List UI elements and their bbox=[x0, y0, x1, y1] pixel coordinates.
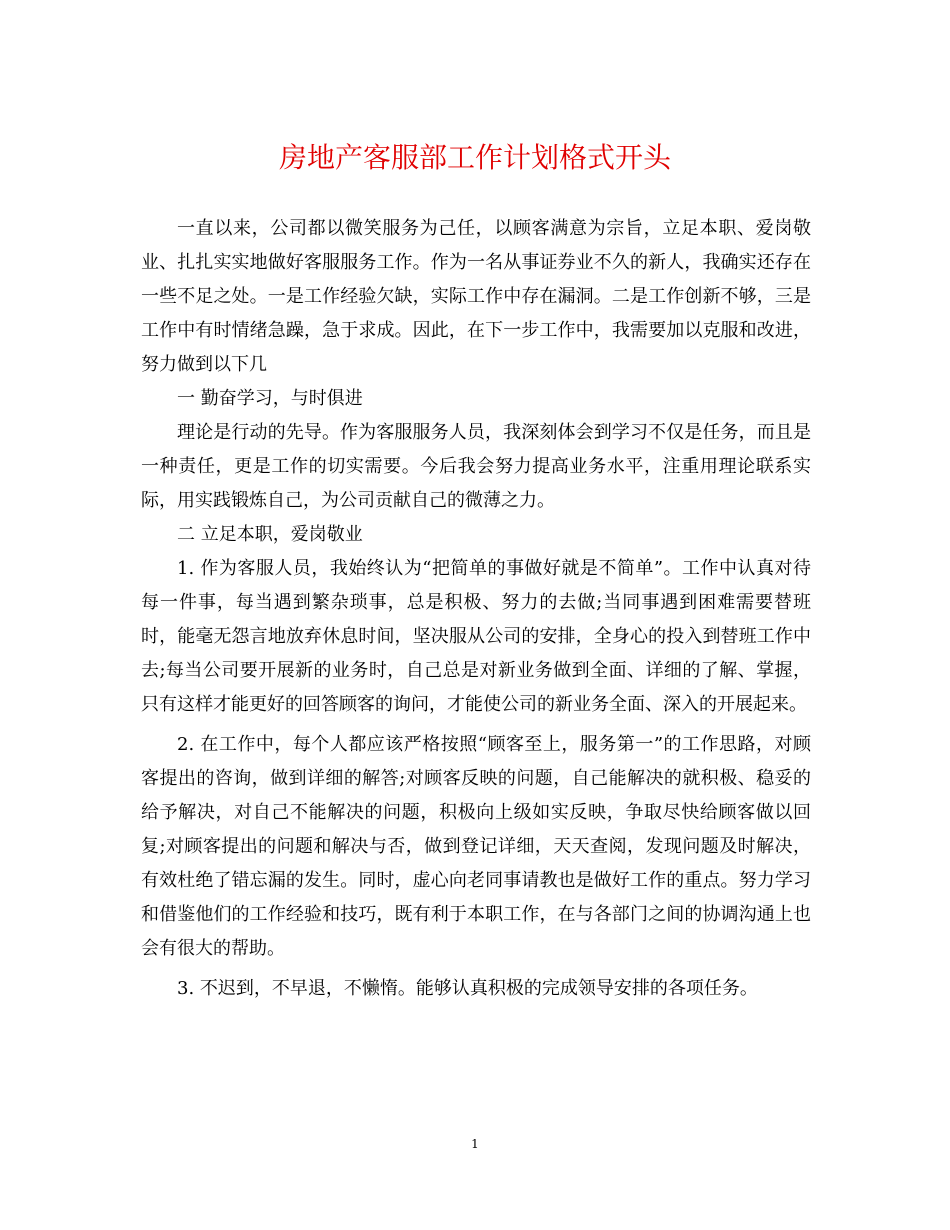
document-body bbox=[141, 212, 811, 1006]
section-1-paragraph: 理论是行动的先导。作为客服服务人员，我深刻体会到学习不仅是任务，而且是一种责任，更是工作的切实需要。今后我会努力提高业务水平，注重用理论联系实际，用实践锻炼自己，为公司贡献自己的微薄之力。 bbox=[141, 422, 811, 511]
document-title: 房地产客服部工作计划格式开头 bbox=[278, 141, 671, 174]
intro-paragraph: 一直以来，公司都以微笑服务为己任，以顾客满意为宗旨，立足本职、爱岗敬业、扎扎实实地做好客服服务工作。作为一名从事证券业不久的新人，我确实还存在一些不足之处。一是工作经验欠缺，实际工作中存在漏洞。二是工作创新不够，三是工作中有时情绪急躁，急于求成。因此，在下一步工作中，我需要加以克服和改进，努力做到以下几 bbox=[141, 218, 811, 375]
section-heading-2: 二 立足本职，爱岗敬业 bbox=[177, 524, 363, 545]
section-heading-1: 一 勤奋学习，与时俱进 bbox=[177, 388, 363, 409]
item-3-paragraph: 3. 不迟到，不早退，不懒惰。能够认真积极的完成领导安排的各项任务。 bbox=[177, 978, 758, 999]
item-1-paragraph: 1. 作为客服人员，我始终认为“把简单的事做好就是不简单”。工作中认真对待每一件事，每当遇到繁杂琐事，总是积极、努力的去做;当同事遇到困难需要替班时，能毫无怨言地放弃休息时间，坚决服从公司的安排，全身心的投入到替班工作中去;每当公司要开展新的业务时，自己总是对新业务做到全面、详细的了解、掌握，只有这样才能更好的回答顾客的询问，才能使公司的新业务全面、深入的开展起来。 bbox=[141, 558, 811, 715]
item-2-paragraph: 2. 在工作中，每个人都应该严格按照“顾客至上，服务第一”的工作思路，对顾客提出的咨询，做到详细的解答;对顾客反映的问题，自己能解决的就积极、稳妥的给予解决，对自己不能解决的问题，积极向上级如实反映，争取尽快给顾客做以回复;对顾客提出的问题和解决与否，做到登记详细，天天查阅，发现问题及时解决，有效杜绝了错忘漏的发生。同时，虚心向老同事请教也是做好工作的重点。努力学习和借鉴他们的工作经验和技巧，既有利于本职工作，在与各部门之间的协调沟通上也会有很大的帮助。 bbox=[141, 734, 811, 959]
page-number: 1 bbox=[471, 1137, 479, 1151]
